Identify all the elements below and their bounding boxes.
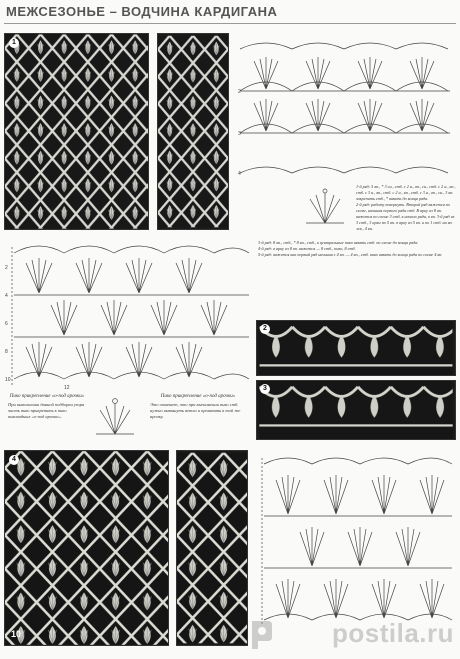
lace-pattern-graphic <box>5 451 168 645</box>
page-number: 10 <box>11 629 22 639</box>
stitch-diagram-bottom <box>256 446 456 646</box>
row-label: 8 <box>5 349 8 355</box>
fan-motif-graphic <box>300 185 350 227</box>
lace-photo-4-detail <box>176 450 248 646</box>
fan-motif-diagram <box>300 185 350 227</box>
lace-photo-4 <box>4 450 169 646</box>
lace-photo-3 <box>256 380 456 440</box>
row-label: 10 <box>5 377 11 383</box>
caption-body: При выполнении данной подборки узора часть пико прикрепить к пико пиковидных «о-под арочки». <box>8 402 85 419</box>
lace-pattern-graphic <box>177 451 247 645</box>
instructions-paragraph: 4-й ряд: в арку из 8 вп. вяжется — 8 стб., пико, 8 стб. <box>258 246 356 251</box>
stitch-diagram-top <box>236 33 456 183</box>
photo-number-badge: 4 <box>9 455 19 465</box>
crochet-chart-graphic <box>256 446 456 646</box>
page-header <box>4 2 456 24</box>
picot-caption-left <box>8 394 86 420</box>
lace-pattern-graphic <box>5 34 148 229</box>
header-rule <box>4 23 456 24</box>
row-label: 4 <box>5 293 8 299</box>
stitch-diagram-left <box>4 233 254 393</box>
photo-number-badge: 2 <box>260 324 270 334</box>
instructions-paragraph: 5-й ряд: вяжется как первый ряд начиная с 4 вп. — 4 вп., стб. пико вязать до конца ряда по схеме 4 вп. <box>258 252 443 257</box>
instructions-paragraph: 3-й ряд: 8 вп., стб., * 8 вп., стб., в центральные пико вязать стб. по схеме до конца ряда. <box>258 240 419 245</box>
photo-number-badge: 1 <box>9 38 19 48</box>
watermark-text: postila.ru <box>331 618 454 648</box>
row-label: 3 <box>238 131 241 137</box>
picot-caption-right <box>150 394 246 420</box>
instructions-text-middle <box>258 240 456 314</box>
repeat-label: 12 <box>64 385 70 391</box>
instructions-text-right <box>356 184 456 242</box>
caption-body: Это означает, что при выполнении пико стб. нужно вытянуть петли и провязать в той же арочку. <box>150 402 241 419</box>
picot-motif-graphic <box>90 392 140 440</box>
lace-band-graphic <box>257 321 455 375</box>
instructions-paragraph: 1-й ряд: 5 вп., * 3 сн., стб. с 2 н., вп., сн., стб. с 2 н., вп., стб. с 3 н., вп., стб. с 2 н., вп., стб. с 3 н., вп., сн., 3 вп. закрепить стб., * вязать до конца ряда. <box>356 184 456 201</box>
row-label: 6 <box>5 321 8 327</box>
picot-motif-diagram <box>90 392 140 440</box>
row-label: 2 <box>238 89 241 95</box>
lace-photo-1 <box>4 33 149 230</box>
row-label: 2 <box>5 265 8 271</box>
photo-number-badge: 3 <box>260 384 270 394</box>
crochet-chart-graphic <box>236 33 456 183</box>
postila-logo-icon <box>248 619 274 651</box>
caption-heading: Пико прикрепление «о-под арочки» <box>160 394 236 399</box>
caption-heading: Пико прикрепление «о-под арочки» <box>9 394 85 399</box>
page-title: МЕЖСЕЗОНЬЕ – ВОДЧИНА КАРДИГАНА <box>6 4 278 19</box>
lace-pattern-graphic <box>158 34 228 229</box>
lace-band-graphic <box>257 381 455 439</box>
crochet-chart-graphic <box>4 233 254 393</box>
lace-photo-1-detail <box>157 33 229 230</box>
instructions-paragraph: 2-й ряд: работу повернуть. Второй ряд вяжется по схеме, начиная первого ряда стб. В арку из 8 вп. вяжется по схеме 3 стб. в начало ряда, в вп. 3-й ряд из 3 стб., 3 арки по 5 вп. в арку из 5 вп. и по 1 стб. на вп. лев., 4 вп. <box>356 202 455 231</box>
lace-photo-2 <box>256 320 456 376</box>
row-label: 4 <box>238 171 241 177</box>
